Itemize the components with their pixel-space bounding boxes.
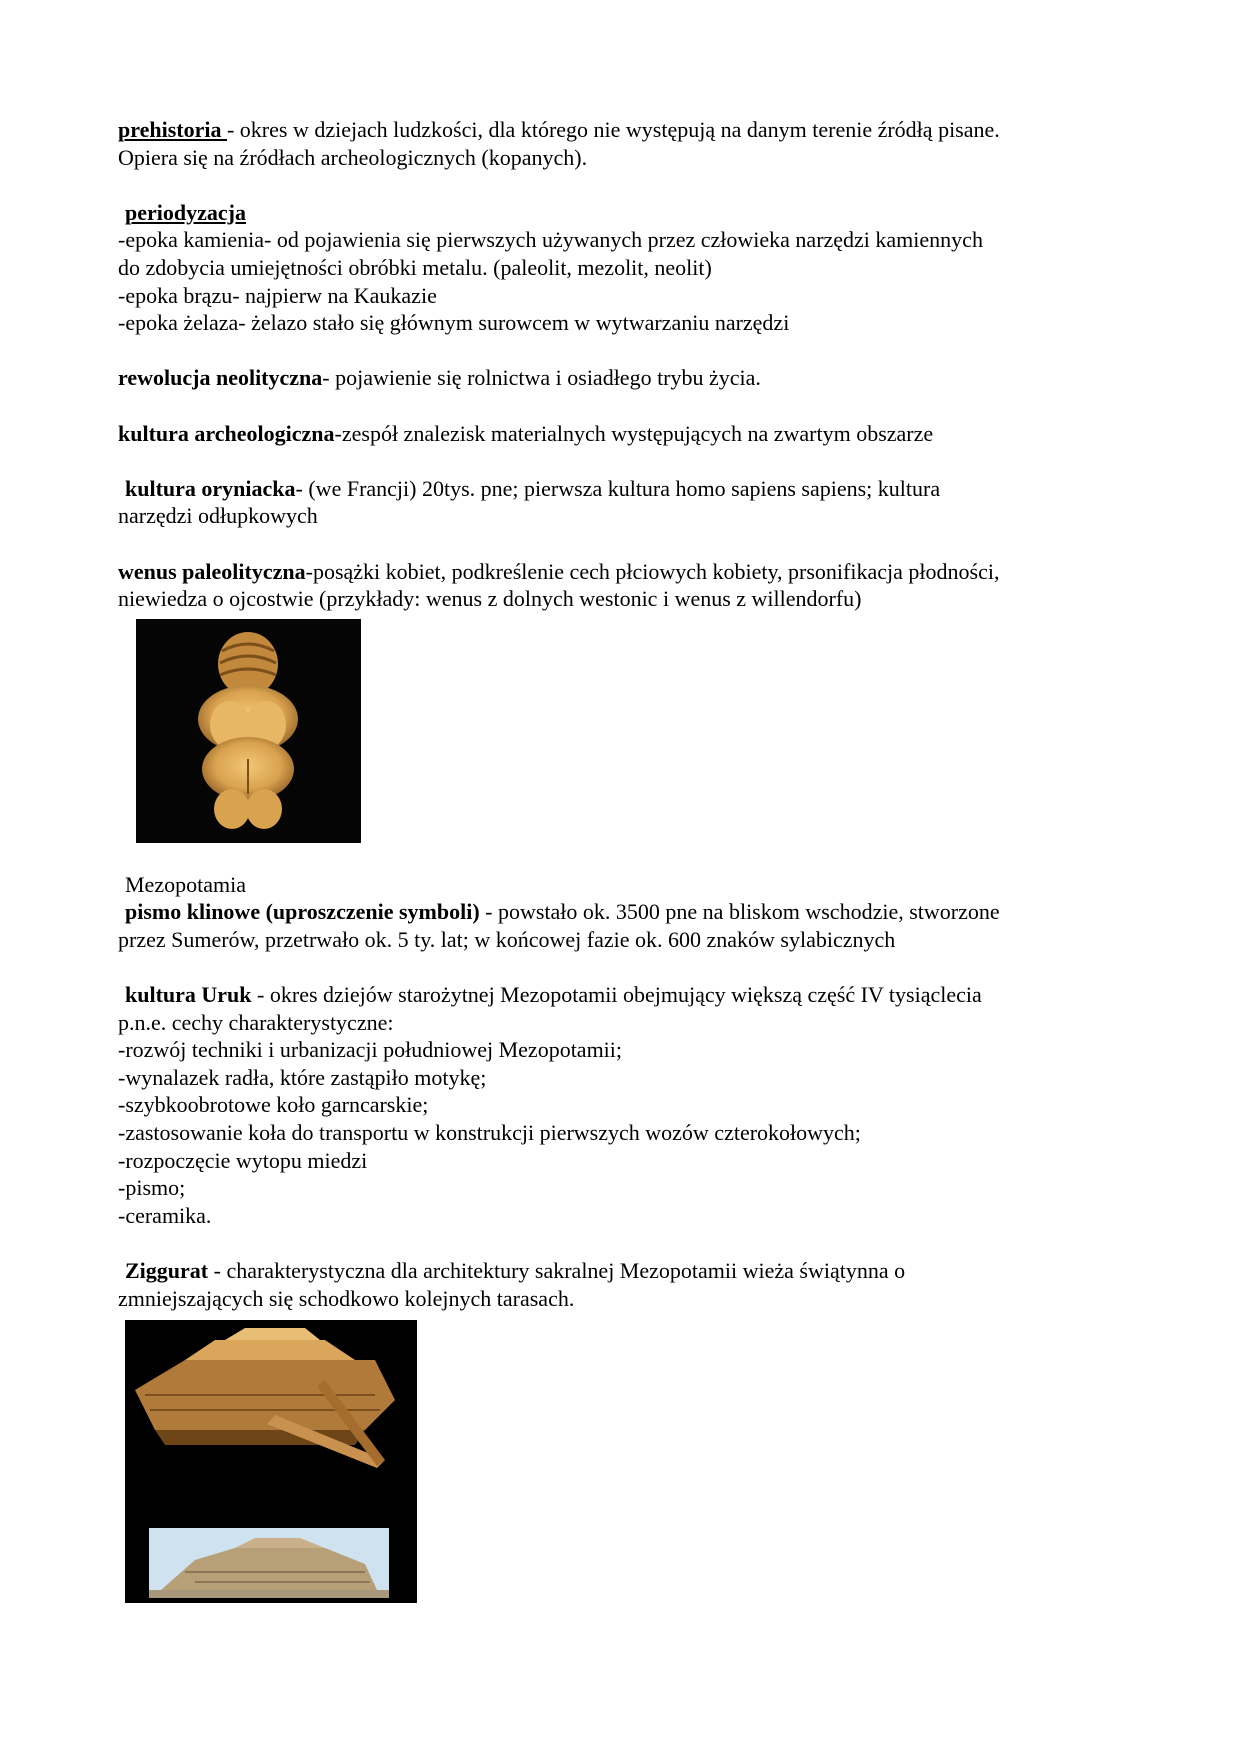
uruk-item: -pismo; [118,1175,186,1201]
uruk-item: -rozpoczęcie wytopu miedzi [118,1147,368,1173]
kultura-ory-text: - (we Francji) 20tys. pne; pierwsza kultura homo sapiens sapiens; kultura [295,475,941,501]
wenus-text: -posążki kobiet, podkreślenie cech płciowych kobiety, prsonifikacja płodności, [305,558,1000,584]
term-kultura-uruk: kultura Uruk [125,982,252,1008]
uruk-item: -rozwój techniki i urbanizacji południowej Mezopotamii; [118,1037,623,1063]
ziggurat-text-2: zmniejszających się schodkowo kolejnych tarasach. [118,1285,575,1311]
term-wenus: wenus paleolityczna [118,558,306,584]
term-kultura-archeologiczna: kultura archeologiczna [118,420,335,446]
rewolucja-text: - pojawienie się rolnictwa i osiadłego trybu życia. [322,365,761,391]
venus-figurine-image [136,619,361,843]
periodyzacja-line: -epoka brązu- najpierw na Kaukazie [118,282,437,308]
periodyzacja-line: -epoka żelaza- żelazo stało się głównym surowcem w wytwarzaniu narzędzi [118,310,790,336]
term-pismo-klinowe: pismo klinowe (uproszczenie symboli) [125,899,480,925]
ziggurat-text: - charakterystyczna dla architektury sakralnej Mezopotamii wieża świątynna o [208,1258,906,1283]
uruk-item: -wynalazek radła, które zastąpiło motykę; [118,1064,487,1090]
ziggurat-paragraph [118,1257,1128,1285]
kultura-ory-text-2: narzędzi odłupkowych [118,503,318,529]
uruk-text-2: p.n.e. cechy charakterystyczne: [118,1009,394,1035]
kultura-arch-text: -zespół znalezisk materialnych występujących na zwartym obszarze [334,420,934,446]
uruk-item: -ceramika. [118,1202,212,1228]
periodyzacja-line: do zdobycia umiejętności obróbki metalu. (paleolit, mezolit, neolit) [118,254,712,280]
term-rewolucja: rewolucja neolityczna [118,365,323,391]
prehistoria-paragraph [118,116,1128,144]
wenus-paragraph [118,558,1128,586]
term-ziggurat: Ziggurat [125,1258,209,1283]
document-page [118,116,1128,1603]
rewolucja-paragraph [118,364,1128,392]
pismo-text-2: przez Sumerów, przetrwało ok. 5 ty. lat; w końcowej fazie ok. 600 znaków sylabicznych [118,926,896,952]
prehistoria-text: - okres w dziejach ludzkości, dla którego nie występują na danym terenie źródłą pisane. [226,117,1000,142]
kultura-arch-paragraph [118,420,1128,448]
uruk-item: -szybkoobrotowe koło garncarskie; [118,1092,429,1118]
term-kultura-oryniacka: kultura oryniacka [125,475,296,501]
kultura-ory-paragraph [118,475,1128,503]
mezopotamia-heading: Mezopotamia [125,871,246,897]
uruk-paragraph [118,981,1128,1009]
term-periodyzacja: periodyzacja [125,199,246,225]
term-prehistoria: prehistoria [118,117,227,142]
ziggurat-image [125,1320,417,1603]
prehistoria-text-2: Opiera się na źródłach archeologicznych (kopanych). [118,144,588,170]
pismo-text: - powstało ok. 3500 pne na bliskom wschodzie, stworzone [479,899,1000,925]
pismo-paragraph [118,898,1128,926]
periodyzacja-line: -epoka kamienia- od pojawienia się pierwszych używanych przez człowieka narzędzi kamiennych [118,227,983,253]
uruk-item: -zastosowanie koła do transportu w konstrukcji pierwszych wozów czterokołowych; [118,1120,861,1146]
wenus-text-2: niewiedza o ojcostwie (przykłady: wenus z dolnych westonic i wenus z willendorfu) [118,586,862,612]
periodyzacja-heading [118,199,1128,227]
uruk-text: - okres dziejów starożytnej Mezopotamii obejmujący większą część IV tysiąclecia [251,982,982,1008]
